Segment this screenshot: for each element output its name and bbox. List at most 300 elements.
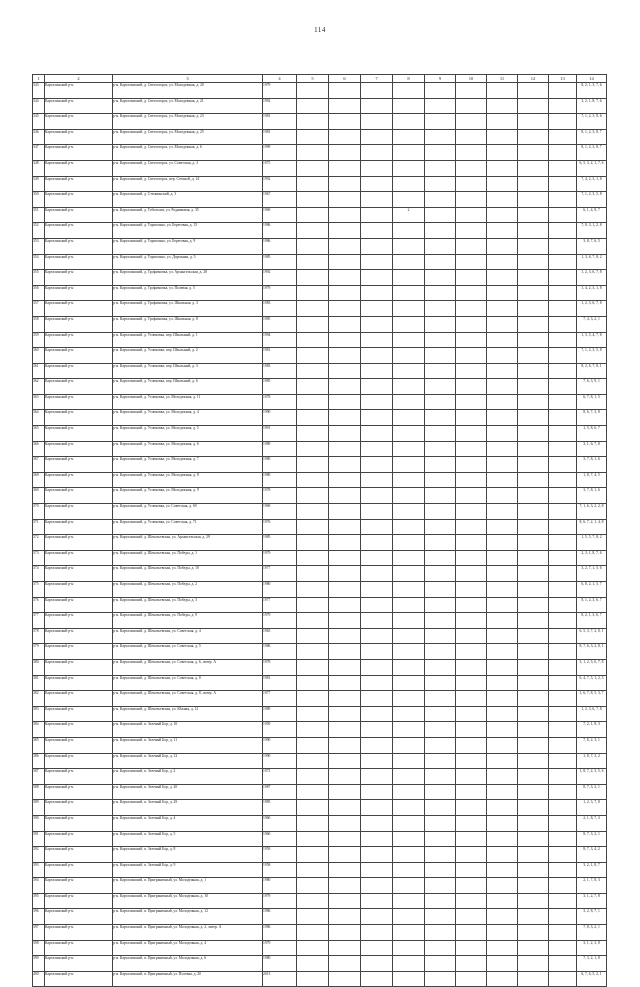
col-12-cell [518,457,549,473]
row-number: 376 [33,597,45,613]
table-row [33,613,607,629]
row-number: 364 [33,410,45,426]
row-number: 379 [33,644,45,660]
col-5-cell [297,379,329,395]
col-8-cell [393,254,425,270]
col-5-cell [297,114,329,130]
table-row [33,550,607,566]
col-12-cell [518,488,549,504]
col-11-cell [487,956,518,972]
col-9-cell [425,254,456,270]
col-12-cell [518,706,549,722]
col-13-cell [549,800,577,816]
address-cell: р-н. Карталинский, д. Тормосино, ул. Береговая, д. 9 [113,238,263,254]
address-cell: р-н. Карталинский, д. Шекольевская, ул. Южная, д. 12 [113,706,263,722]
page-number: 114 [314,26,326,34]
table-row [33,192,607,208]
col-11-cell [487,613,518,629]
district-cell: Карталинский р-н [45,706,113,722]
row-number: 368 [33,472,45,488]
col-7-cell [361,145,393,161]
address-cell: р-н. Карталинский, п. Приграничный, ул. Молодежная, д. 2, литер. А [113,925,263,941]
col-10-cell [456,628,487,644]
table-row [33,457,607,473]
district-cell: Карталинский р-н [45,815,113,831]
address-cell: р-н. Карталинский, д. Шекольевская, ул. Советская, д. 5 [113,644,263,660]
col-7-cell [361,83,393,99]
col-11-cell [487,722,518,738]
col-7-cell [361,909,393,925]
address-cell: р-н. Карталинский, п. Зеленый Бор, д. 2 [113,769,263,785]
col-12-cell [518,98,549,114]
col-10-cell [456,129,487,145]
work-types-cell: 8, 2, 6, 7, 8, 1 [577,363,607,379]
col-13-cell [549,971,577,987]
year-cell: 1986 [263,925,297,941]
col-6-cell [329,940,361,956]
col-6-cell [329,332,361,348]
col-9-cell [425,940,456,956]
address-cell: р-н. Карталинский, д. Светлогорск, ул. Молодежная, д. 21 [113,98,263,114]
col-6-cell [329,441,361,457]
col-8-cell [393,909,425,925]
col-5-cell [297,238,329,254]
col-13-cell [549,270,577,286]
table-row [33,675,607,691]
district-cell: Карталинский р-н [45,847,113,863]
col-6-cell [329,737,361,753]
col-5-cell [297,519,329,535]
col-5-cell [297,659,329,675]
year-cell: 1978 [263,394,297,410]
col-13-cell [549,597,577,613]
column-header: 6 [329,75,361,83]
col-11-cell [487,550,518,566]
table-row [33,285,607,301]
col-12-cell [518,722,549,738]
address-cell: р-н. Карталинский, д. Успеновка, ул. Советская, д. 71 [113,519,263,535]
col-12-cell [518,285,549,301]
work-types-cell: 6, 5, 3, 2, 1, 7, 6 [577,160,607,176]
row-number: 360 [33,348,45,364]
year-cell: 1960 [263,831,297,847]
col-13-cell [549,441,577,457]
table-row [33,379,607,395]
year-cell: 2013 [263,971,297,987]
year-cell: 1967 [263,192,297,208]
address-cell: р-н. Карталинский, д. Трофимовка, ул. Школьная, д. 3 [113,301,263,317]
col-5-cell [297,394,329,410]
col-5-cell [297,831,329,847]
col-11-cell [487,488,518,504]
col-9-cell [425,956,456,972]
col-8-cell [393,753,425,769]
col-11-cell [487,847,518,863]
col-13-cell [549,644,577,660]
col-8-cell [393,348,425,364]
col-13-cell [549,956,577,972]
work-types-cell: 3, 1, 2, 3, 8 [577,940,607,956]
district-cell: Карталинский р-н [45,597,113,613]
col-11-cell [487,582,518,598]
work-types-cell: 8, 6, 7, 3, 8 [577,410,607,426]
district-cell: Карталинский р-н [45,925,113,941]
col-7-cell [361,426,393,442]
year-cell: 1981 [263,114,297,130]
work-types-cell: 1, 2, 3, 6, 7, 8 [577,301,607,317]
col-5-cell [297,285,329,301]
col-7-cell [361,254,393,270]
col-9-cell [425,800,456,816]
col-7-cell [361,613,393,629]
row-number: 381 [33,675,45,691]
row-number: 384 [33,722,45,738]
col-6-cell [329,285,361,301]
col-9-cell [425,971,456,987]
address-cell: р-н. Карталинский, д. Шекольевская, ул. Советская, д. 8 [113,675,263,691]
col-7-cell [361,160,393,176]
col-9-cell [425,878,456,894]
district-cell: Карталинский р-н [45,270,113,286]
district-cell: Карталинский р-н [45,192,113,208]
col-13-cell [549,145,577,161]
col-5-cell [297,223,329,239]
col-11-cell [487,566,518,582]
column-header: 5 [297,75,329,83]
table-row [33,706,607,722]
district-cell: Карталинский р-н [45,566,113,582]
district-cell: Карталинский р-н [45,535,113,551]
year-cell: 1980 [263,472,297,488]
col-13-cell [549,504,577,520]
col-8-cell [393,784,425,800]
col-7-cell [361,862,393,878]
year-cell: 1979 [263,83,297,99]
row-number: 400 [33,971,45,987]
col-6-cell [329,925,361,941]
col-8-cell [393,644,425,660]
col-13-cell [549,519,577,535]
year-cell: 1973 [263,769,297,785]
col-7-cell [361,192,393,208]
col-10-cell [456,285,487,301]
col-6-cell [329,847,361,863]
year-cell: 1979 [263,613,297,629]
col-10-cell [456,426,487,442]
work-types-cell: 8, 7, 6, 3, 2, 8, 1 [577,644,607,660]
row-number: 353 [33,238,45,254]
col-9-cell [425,925,456,941]
work-types-cell: 7, 4, 3, 2, 1 [577,316,607,332]
col-6-cell [329,488,361,504]
table-row [33,83,607,99]
col-9-cell [425,98,456,114]
col-9-cell [425,722,456,738]
address-cell: р-н. Карталинский, д. Успеновка, ул. Молодежная, д. 5 [113,426,263,442]
col-9-cell [425,394,456,410]
col-12-cell [518,582,549,598]
col-13-cell [549,223,577,239]
col-9-cell [425,223,456,239]
col-12-cell [518,566,549,582]
work-types-cell: 1, 5, 5, 7, 8, 2 [577,535,607,551]
col-9-cell [425,597,456,613]
col-12-cell [518,847,549,863]
col-11-cell [487,160,518,176]
year-cell: 1976 [263,519,297,535]
year-cell: 1990 [263,410,297,426]
table-row [33,659,607,675]
col-6-cell [329,363,361,379]
col-6-cell [329,956,361,972]
col-10-cell [456,582,487,598]
col-8-cell [393,379,425,395]
col-8-cell [393,878,425,894]
col-7-cell [361,394,393,410]
col-13-cell [549,426,577,442]
col-6-cell [329,878,361,894]
col-11-cell [487,363,518,379]
col-6-cell [329,207,361,223]
col-11-cell [487,254,518,270]
col-11-cell [487,238,518,254]
col-8-cell [393,815,425,831]
col-8-cell [393,862,425,878]
col-9-cell [425,270,456,286]
col-11-cell [487,815,518,831]
col-6-cell [329,223,361,239]
col-5-cell [297,956,329,972]
col-7-cell [361,332,393,348]
row-number: 367 [33,457,45,473]
year-cell: 1985 [263,800,297,816]
address-cell: р-н. Карталинский, п. Приграничный, ул. Молодежная, д. 1 [113,878,263,894]
year-cell: 1990 [263,753,297,769]
col-6-cell [329,316,361,332]
col-6-cell [329,301,361,317]
col-9-cell [425,114,456,130]
district-cell: Карталинский р-н [45,737,113,753]
address-cell: р-н. Карталинский, д. Светлогорск, ул. Молодежная, д. 6 [113,145,263,161]
col-8-cell [393,223,425,239]
col-13-cell [549,488,577,504]
col-8-cell [393,535,425,551]
col-6-cell [329,971,361,987]
work-types-cell: 7, 8, 3, 1, 2, 8 [577,223,607,239]
col-5-cell [297,254,329,270]
col-8-cell [393,394,425,410]
work-types-cell: 8, 7, 3, 2, 1 [577,831,607,847]
col-12-cell [518,410,549,426]
work-types-cell: 2, 3, 1, 8, 7, 6 [577,550,607,566]
col-9-cell [425,192,456,208]
col-9-cell [425,675,456,691]
address-cell: р-н. Карталинский, д. Шекольевская, ул. Победы, д. 9 [113,613,263,629]
district-cell: Карталинский р-н [45,301,113,317]
col-5-cell [297,301,329,317]
col-10-cell [456,83,487,99]
table-row [33,316,607,332]
col-6-cell [329,472,361,488]
address-cell: р-н. Карталинский, п. Приграничный, ул. Молодежная, д. 12 [113,909,263,925]
row-number: 370 [33,504,45,520]
address-cell: р-н. Карталинский, д. Трофимовка, ул. Школьная, д. 8 [113,316,263,332]
col-13-cell [549,457,577,473]
col-9-cell [425,176,456,192]
row-number: 380 [33,659,45,675]
table-row [33,628,607,644]
address-cell: р-н. Карталинский, д. Светлогорск, ул. Советская, д. 3 [113,160,263,176]
col-13-cell [549,316,577,332]
col-7-cell [361,582,393,598]
col-7-cell [361,971,393,987]
col-11-cell [487,644,518,660]
work-types-cell: 1, 8, 7, 2, 3, 5, 6 [577,769,607,785]
col-10-cell [456,441,487,457]
row-number: 392 [33,847,45,863]
year-cell: 1980 [263,956,297,972]
address-cell: р-н. Карталинский, п. Приграничный, ул. Молодежная, д. 6 [113,956,263,972]
col-9-cell [425,784,456,800]
col-9-cell [425,582,456,598]
col-8-cell [393,893,425,909]
col-9-cell [425,348,456,364]
table-row [33,98,607,114]
district-cell: Карталинский р-н [45,457,113,473]
col-7-cell [361,691,393,707]
district-cell: Карталинский р-н [45,613,113,629]
col-6-cell [329,504,361,520]
col-8-cell [393,238,425,254]
row-number: 394 [33,878,45,894]
column-header: 10 [456,75,487,83]
col-5-cell [297,457,329,473]
table-row [33,800,607,816]
col-7-cell [361,769,393,785]
work-types-cell: 6, 7, 6, 5, 2, 1 [577,971,607,987]
work-types-cell: 8, 1, 2, 3, 8, 7 [577,129,607,145]
col-8-cell [393,129,425,145]
col-6-cell [329,394,361,410]
table-row [33,722,607,738]
table-row [33,737,607,753]
address-cell: р-н. Карталинский, д. Шекольевская, ул. Победы, д. 2 [113,582,263,598]
col-13-cell [549,410,577,426]
address-cell: р-н. Карталинский, д. Шекольевская, ул. Победы, д. 10 [113,566,263,582]
table-row [33,519,607,535]
col-11-cell [487,285,518,301]
col-13-cell [549,769,577,785]
year-cell: 1983 [263,301,297,317]
year-cell: 1985 [263,535,297,551]
col-9-cell [425,893,456,909]
col-5-cell [297,472,329,488]
district-cell: Карталинский р-н [45,550,113,566]
district-cell: Карталинский р-н [45,753,113,769]
work-types-cell: 3, 1, 2, 5, 6, 7, 8 [577,659,607,675]
row-number: 344 [33,98,45,114]
col-6-cell [329,566,361,582]
col-11-cell [487,862,518,878]
col-11-cell [487,192,518,208]
col-12-cell [518,114,549,130]
col-7-cell [361,722,393,738]
work-types-cell: 2, 1, 8, 7, 3 [577,815,607,831]
district-cell: Карталинский р-н [45,114,113,130]
address-cell: р-н. Карталинский, д. Успеновка, ул. Молодежная, д. 9 [113,488,263,504]
col-13-cell [549,550,577,566]
table-row [33,441,607,457]
col-12-cell [518,644,549,660]
col-11-cell [487,519,518,535]
col-12-cell [518,504,549,520]
col-11-cell [487,504,518,520]
address-cell: р-н. Карталинский, п. Зеленый Бор, д. 9 [113,862,263,878]
row-number: 382 [33,691,45,707]
col-12-cell [518,270,549,286]
row-number: 372 [33,535,45,551]
col-12-cell [518,363,549,379]
col-11-cell [487,737,518,753]
col-6-cell [329,722,361,738]
col-9-cell [425,504,456,520]
col-8-cell [393,410,425,426]
row-number: 369 [33,488,45,504]
col-13-cell [549,238,577,254]
col-12-cell [518,737,549,753]
col-13-cell [549,160,577,176]
col-10-cell [456,925,487,941]
table-row [33,691,607,707]
col-12-cell [518,238,549,254]
work-types-cell: 1, 3, 6, 7, 8, 2 [577,254,607,270]
col-10-cell [456,519,487,535]
table-row [33,956,607,972]
col-11-cell [487,207,518,223]
address-cell: р-н. Карталинский, п. Зеленый Бор, д. 4 [113,815,263,831]
col-7-cell [361,831,393,847]
col-12-cell [518,519,549,535]
col-5-cell [297,644,329,660]
work-types-cell: 6, 4, 7, 5, 1, 2, 3 [577,675,607,691]
row-number: 358 [33,316,45,332]
col-10-cell [456,223,487,239]
col-6-cell [329,98,361,114]
col-10-cell [456,847,487,863]
col-11-cell [487,675,518,691]
col-5-cell [297,784,329,800]
year-cell: 1977 [263,597,297,613]
work-types-cell: 1, 5, 8, 6, 7 [577,426,607,442]
column-header: 12 [518,75,549,83]
col-10-cell [456,737,487,753]
col-13-cell [549,114,577,130]
work-types-cell: 7, 3, 2, 1, 8 [577,956,607,972]
col-5-cell [297,348,329,364]
work-types-cell: 3, 1, 2, 7, 8 [577,893,607,909]
col-13-cell [549,878,577,894]
district-cell: Карталинский р-н [45,223,113,239]
col-7-cell [361,348,393,364]
table-row [33,394,607,410]
row-number: 350 [33,192,45,208]
row-number: 377 [33,613,45,629]
col-7-cell [361,535,393,551]
col-10-cell [456,753,487,769]
district-cell: Карталинский р-н [45,722,113,738]
year-cell: 1989 [263,441,297,457]
year-cell: 1980 [263,457,297,473]
